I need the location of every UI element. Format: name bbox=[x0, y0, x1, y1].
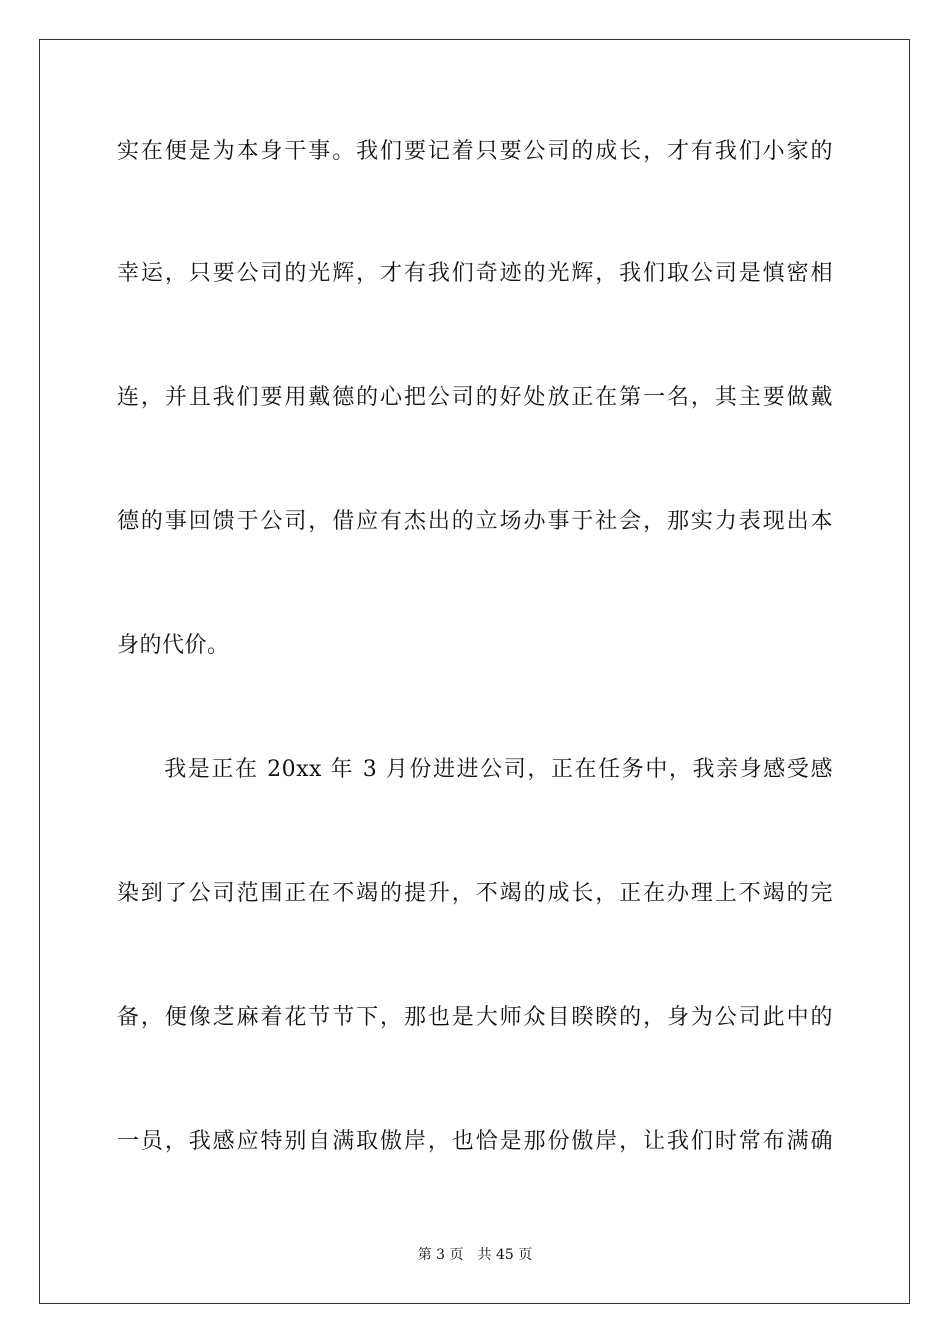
body-text-line-3: 连，并且我们要用戴德的心把公司的好处放正在第一名，其主要做戴 bbox=[117, 385, 833, 410]
body-text-line-2: 幸运，只要公司的光辉，才有我们奇迹的光辉，我们取公司是慎密相 bbox=[117, 261, 833, 286]
page-number: 第 3 页 bbox=[417, 1247, 464, 1263]
page-border bbox=[39, 39, 910, 1304]
body-text-line-4: 德的事回馈于公司，借应有杰出的立场办事于社会，那实力表现出本 bbox=[117, 509, 833, 534]
body-text-line-8: 备，便像芝麻着花节节下，那也是大师众目睽睽的，身为公司此中的 bbox=[117, 1005, 833, 1030]
body-text-line-1: 实在便是为本身干事。我们要记着只要公司的成长，才有我们小家的 bbox=[117, 139, 833, 164]
body-text-line-5: 身的代价。 bbox=[117, 633, 230, 658]
page-footer bbox=[0, 1245, 950, 1265]
body-text-line-6: 我是正在 20xx 年 3 月份进进公司，正在任务中，我亲身感受感 bbox=[117, 757, 833, 782]
body-text-line-7: 染到了公司范围正在不竭的提升，不竭的成长，正在办理上不竭的完 bbox=[117, 881, 833, 906]
body-text-line-9: 一员，我感应特别自满取傲岸，也恰是那份傲岸，让我们时常布满确 bbox=[117, 1129, 833, 1154]
page-total: 共 45 页 bbox=[477, 1247, 533, 1263]
